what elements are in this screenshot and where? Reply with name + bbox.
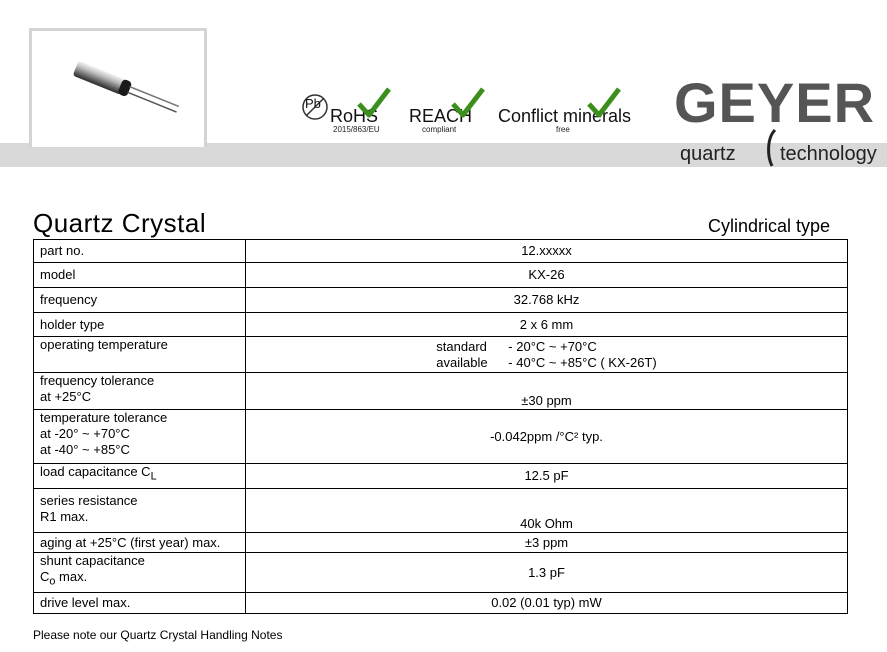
spec-value: 12.5 pF [246,464,848,489]
temp-standard-key: standard [436,338,487,354]
table-row [34,288,848,313]
document-type: Cylindrical type [708,216,831,236]
checkmark-icon [586,86,622,120]
table-row [34,313,848,337]
spec-value: 1.3 pF [246,553,848,593]
spec-value: KX-26 [246,263,848,288]
table-row [34,373,848,410]
spec-label: frequency [34,288,246,313]
reach-certification [408,80,488,140]
spec-label [34,373,246,410]
spec-value: 0.02 (0.01 typ) mW [246,593,848,614]
spec-label [34,489,246,533]
spec-label-text: C [40,569,50,584]
table-row [34,553,848,593]
table-row [34,489,848,533]
geyer-logo [672,70,882,170]
spec-label [34,410,246,464]
spec-value: ±3 ppm [246,533,848,553]
table-row [34,593,848,614]
spec-label [34,464,246,489]
pb-badge: Pb [305,96,321,111]
spec-label: holder type [34,313,246,337]
spec-label: aging at +25°C (first year) max. [34,533,246,553]
table-row [34,410,848,464]
temp-standard-value: - 20°C ~ +70°C [508,338,597,354]
spec-value: 32.768 kHz [246,288,848,313]
spec-label: part no. [34,240,246,263]
spec-value [246,337,848,373]
spec-label-line: R1 max. [40,509,89,524]
spec-label-line: shunt capacitance [40,553,145,568]
logo-tagline-right: technology [780,143,877,165]
spec-label-subscript: L [150,470,157,483]
spec-label-line: frequency tolerance [40,373,155,388]
conflict-minerals-certification [498,80,643,140]
spec-label-line: series resistance [40,493,138,508]
specification-table [33,239,848,614]
spec-label: model [34,263,246,288]
table-row [34,263,848,288]
handling-note: Please note our Quartz Crystal Handling Notes [33,628,283,642]
rohs-label: RoHS [330,106,379,126]
spec-label [34,553,246,593]
reach-label: REACH [409,106,473,126]
spec-value: -0.042ppm /°C² typ. [246,410,848,464]
logo-swoosh-icon [764,128,778,168]
spec-label-text: load capacitance C [40,464,151,479]
spec-value: 12.xxxxx [246,240,848,263]
spec-label-line: at +25°C [40,389,92,404]
rohs-sub: 2015/863/EU [333,125,380,134]
spec-label-subscript: o [49,575,56,588]
spec-label-line: at -20° ~ +70°C [40,426,130,441]
product-photo [29,28,207,147]
logo-wordmark: GEYER [674,71,876,134]
spec-label-line: at -40° ~ +85°C [40,442,130,457]
spec-label-text: max. [55,569,88,584]
logo-tagline-left: quartz [680,143,736,165]
spec-label: drive level max. [34,593,246,614]
spec-value: ±30 ppm [246,373,848,410]
spec-value: 2 x 6 mm [246,313,848,337]
spec-label: operating temperature [34,337,246,373]
spec-label-line: temperature tolerance [40,410,168,425]
table-row [34,240,848,263]
spec-value: 40k Ohm [246,489,848,533]
conflict-sub: free [556,125,570,134]
table-row [34,464,848,489]
checkmark-icon [450,86,486,120]
rohs-certification [298,80,393,140]
spec-label-line [40,569,239,590]
conflict-label: Conflict minerals [498,106,632,126]
temp-available-value: - 40°C ~ +85°C ( KX-26T) [508,354,657,370]
table-row [34,533,848,553]
table-row [34,337,848,373]
document-title: Quartz Crystal [33,208,207,238]
checkmark-icon [356,86,392,120]
temp-available-key: available [436,354,488,370]
crystal-image [32,31,204,147]
reach-sub: compliant [422,125,457,134]
temperature-ranges [436,339,656,371]
